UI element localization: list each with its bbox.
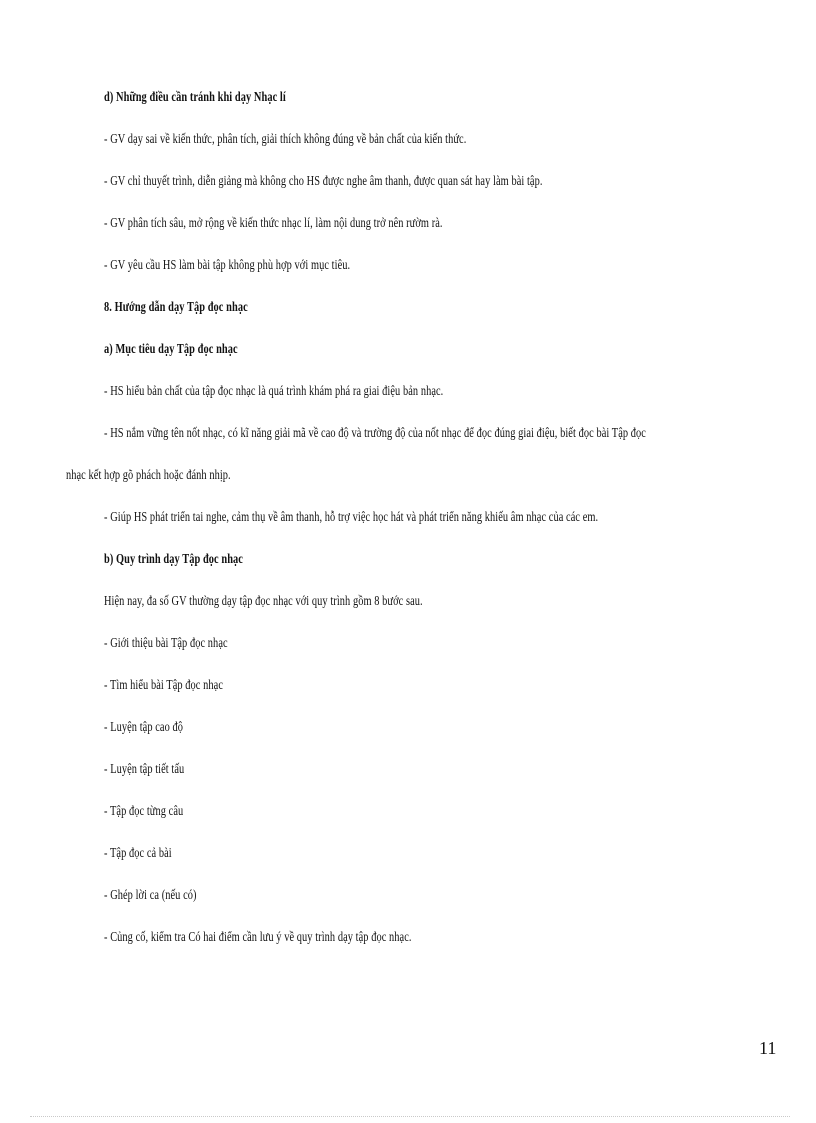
list-item: - Giúp HS phát triển tai nghe, cảm thụ về âm thanh, hỗ trợ việc học hát và phát triển năng khiếu âm nhạc của các em. <box>104 510 599 525</box>
list-item: - Giới thiệu bài Tập đọc nhạc <box>104 636 228 651</box>
list-item: - Luyện tập tiết tấu <box>104 762 185 777</box>
page-number: 11 <box>759 1038 777 1058</box>
list-item: - Củng cố, kiểm tra Có hai điểm cần lưu ý về quy trình dạy tập đọc nhạc. <box>104 930 412 945</box>
list-item: - Luyện tập cao độ <box>104 720 184 735</box>
list-item: - HS hiểu bản chất của tập đọc nhạc là quá trình khám phá ra giai điệu bản nhạc. <box>104 384 444 399</box>
list-item: - Ghép lời ca (nếu có) <box>104 888 197 903</box>
section-heading-b: b) Quy trình dạy Tập đọc nhạc <box>104 552 243 567</box>
list-item: - GV phân tích sâu, mở rộng về kiến thức nhạc lí, làm nội dung trở nên rườm rà. <box>104 216 443 231</box>
list-item: - GV yêu cầu HS làm bài tập không phù hợp với mục tiêu. <box>104 258 351 273</box>
list-item: - GV chỉ thuyết trình, diễn giảng mà không cho HS được nghe âm thanh, được quan sát hay làm bài tập. <box>104 174 543 189</box>
section-heading-a: a) Mục tiêu dạy Tập đọc nhạc <box>104 342 238 357</box>
paragraph: Hiện nay, đa số GV thường dạy tập đọc nhạc với quy trình gồm 8 bước sau. <box>104 594 423 609</box>
list-item: - Tập đọc cả bài <box>104 846 172 861</box>
list-item: - Tập đọc từng câu <box>104 804 184 819</box>
section-heading-8: 8. Hướng dẫn dạy Tập đọc nhạc <box>104 300 248 315</box>
section-heading-d: d) Những điều cần tránh khi dạy Nhạc lí <box>104 90 286 105</box>
list-item: - HS nắm vững tên nốt nhạc, có kĩ năng giải mã về cao độ và trường độ của nốt nhạc để đọc đúng giai điệu, biết đọc bài Tập đọc <box>104 426 646 441</box>
list-item: - GV dạy sai về kiến thức, phân tích, giải thích không đúng về bản chất của kiến thức. <box>104 132 467 147</box>
list-item: - Tìm hiểu bài Tập đọc nhạc <box>104 678 224 693</box>
list-item-continuation: nhạc kết hợp gõ phách hoặc đánh nhịp. <box>66 468 231 483</box>
bottom-divider <box>30 1116 790 1117</box>
